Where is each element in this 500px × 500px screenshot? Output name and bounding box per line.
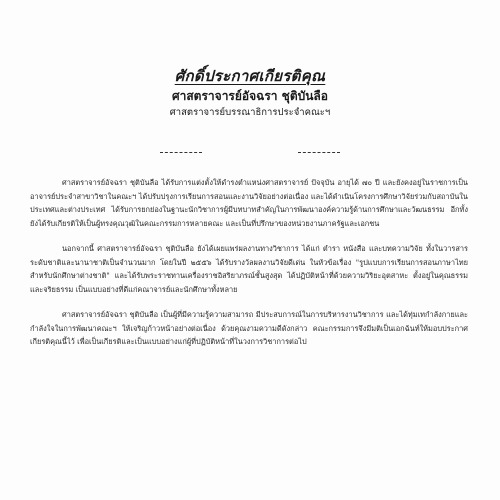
body-paragraph-2: นอกจากนี้ ศาสตราจารย์อัจฉรา ชุติบันลือ ยังได้เผยแพร่ผลงานทางวิชาการ ได้แก่ ตำรา หนังสือ และบทความวิจัย ทั้งในวารสารระดับชาติและนานาชาติเป็นจำนวนมาก โดยในปี ๒๕๕๖ ได้รับรางวัลผลงานวิจัยดีเด่น ในหัวข้อเรื่อง "รูปแบบการเรียนการสอนภาษาไทยสำหรับนักศึกษาต่างชาติ" และได้รับพระราชทานเครื่องราชอิสริยาภรณ์ชั้นสูงสุด ได้ปฏิบัติหน้าที่ด้วยความวิริยะอุตสาหะ ตั้งอยู่ในคุณธรรมและจริยธรรม เป็นแบบอย่างที่ดีแก่คณาจารย์และนักศึกษาทั้งหลาย [30,244,468,294]
document-body [30,176,468,361]
section-divider [160,152,340,156]
body-paragraph-3: ศาสตราจารย์อัจฉรา ชุติบันลือ เป็นผู้ที่มีความรู้ความสามารถ มีประสบการณ์ในการบริหารงานวิชาการ และได้ทุ่มเทกำลังกายและกำลังใจในการพัฒนาคณะฯ ให้เจริญก้าวหน้าอย่างต่อเนื่อง ด้วยคุณงามความดีดังกล่าว คณะกรรมการจึงมีมติเป็นเอกฉันท์ให้มอบประกาศเกียรติคุณนี้ไว้ เพื่อเป็นเกียรติและเป็นแบบอย่างแก่ผู้ที่ปฏิบัติหน้าที่ในวงการวิชาการต่อไป [30,310,468,346]
honoree-position: ศาสตราจารย์บรรณาธิการประจำคณะฯ [169,107,331,118]
divider-right [298,152,340,156]
divider-left [160,152,202,156]
body-paragraph-1: ศาสตราจารย์อัจฉรา ชุติบันลือ ได้รับการแต่งตั้งให้ดำรงตำแหน่งศาสตราจารย์ ปัจจุบัน อายุได้ ๗๐ ปี และยังคงอยู่ในราชการเป็นอาจารย์ประจำสาขาวิชาในคณะฯ ได้ปรับปรุงการเรียนการสอนและงานวิจัยอย่างต่อเนื่อง และได้ดำเนินโครงการศึกษาวิจัยร่วมกับสถาบันในประเทศและต่างประเทศ ได้รับการยกย่องในฐานะนักวิชาการผู้มีบทบาทสำคัญในการพัฒนาองค์ความรู้ด้านการศึกษาและวัฒนธรรม อีกทั้งยังได้รับเกียรติให้เป็นผู้ทรงคุณวุฒิในคณะกรรมการหลายคณะ และเป็นที่ปรึกษาของหน่วยงานภาครัฐและเอกชน [30,178,468,228]
document-header [0,66,500,120]
honoree-name: ศาสตราจารย์อัจฉรา ชุติบันลือ [172,89,328,103]
document-title: ศักดิ์ประกาศเกียรติคุณ [174,67,326,85]
